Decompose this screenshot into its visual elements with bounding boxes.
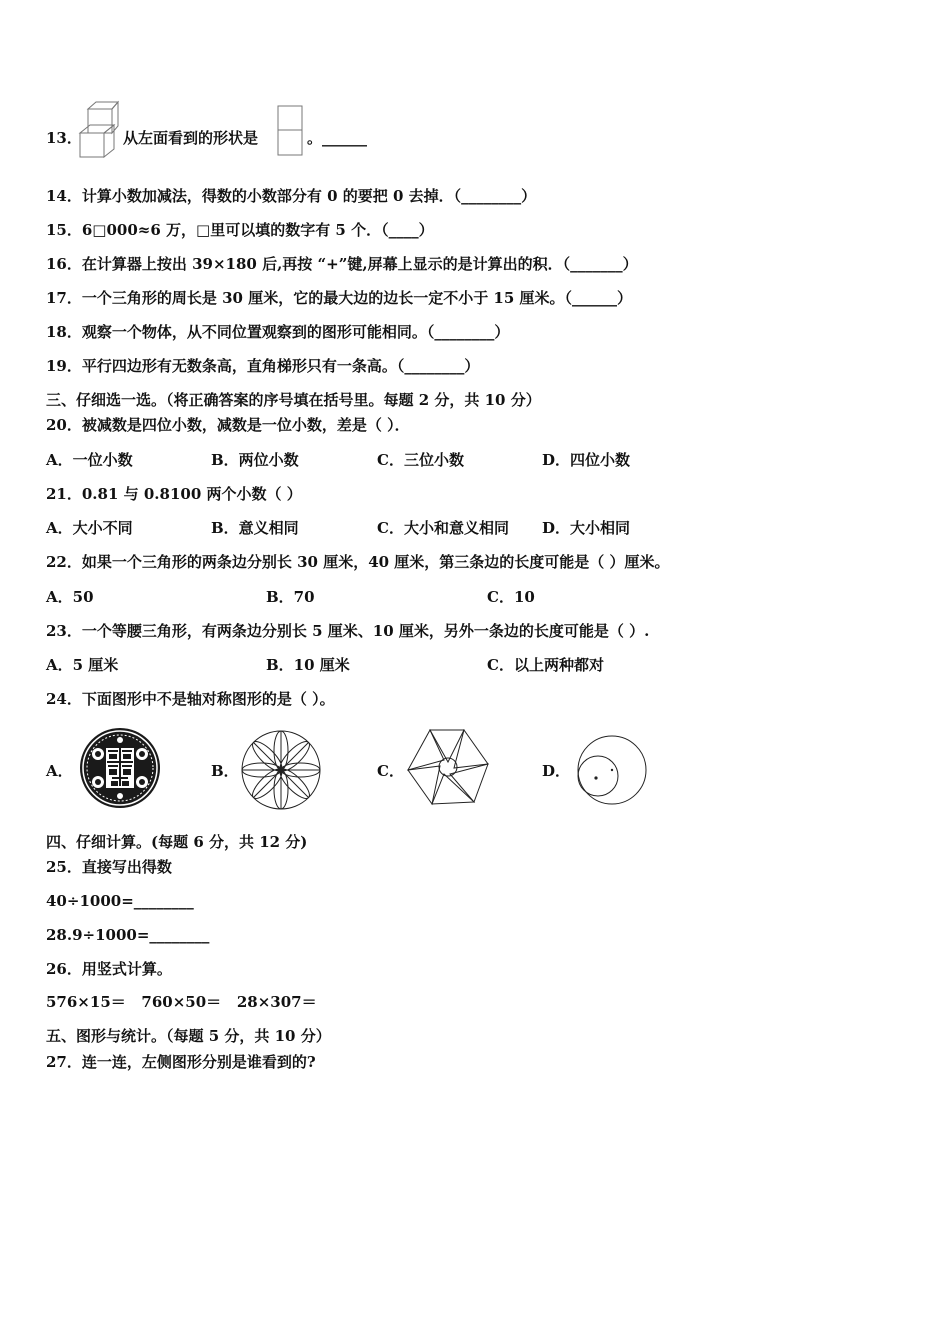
q24-option-b-label[interactable]: B． bbox=[211, 762, 239, 780]
question-number: 19． bbox=[46, 357, 82, 375]
q21-option-c[interactable]: C．大小和意义相同 bbox=[377, 519, 509, 537]
question-22-stem: 22．如果一个三角形的两条边分别长 30 厘米，40 厘米，第三条边的长度可能是（ ）厘米。 bbox=[46, 553, 670, 571]
q22-option-a[interactable]: A．50 bbox=[46, 588, 94, 606]
double-happiness-icon bbox=[78, 726, 162, 810]
question-text: 平行四边形有无数条高，直角梯形只有一条高。（________） bbox=[81, 357, 480, 375]
q25-item-1[interactable]: 40÷1000=________ bbox=[46, 892, 194, 910]
circle-dot-icon bbox=[574, 734, 650, 808]
q24-option-c-label[interactable]: C． bbox=[377, 762, 404, 780]
q22-option-b[interactable]: B．70 bbox=[266, 588, 315, 606]
q20-option-d[interactable]: D．四位小数 bbox=[542, 451, 631, 469]
question-13 bbox=[46, 128, 82, 148]
q21-option-a[interactable]: A．大小不同 bbox=[46, 519, 133, 537]
question-text: 观察一个物体，从不同位置观察到的图形可能相同。（________） bbox=[81, 323, 510, 341]
double-square-icon bbox=[276, 104, 304, 158]
question-24-stem: 24．下面图形中不是轴对称图形的是（ ）。 bbox=[46, 690, 335, 708]
answer-blank[interactable]: 。______ bbox=[307, 129, 368, 147]
q25-item-2[interactable]: 28.9÷1000=________ bbox=[46, 926, 210, 944]
question-text: 6□000≈6 万，□里可以填的数字有 5 个．（____） bbox=[81, 221, 434, 239]
q24-option-d-label[interactable]: D． bbox=[542, 762, 571, 780]
question-15 bbox=[46, 220, 434, 240]
question-17 bbox=[46, 288, 632, 308]
question-number: 15． bbox=[46, 221, 82, 239]
q26-items: 576×15＝ 760×50＝ 28×307＝ bbox=[46, 993, 317, 1011]
question-text: 计算小数加减法，得数的小数部分有 0 的要把 0 去掉．（________） bbox=[81, 187, 537, 205]
question-21-stem: 21．0.81 与 0.8100 两个小数（ ） bbox=[46, 485, 302, 503]
question-number: 18． bbox=[46, 323, 82, 341]
question-13-stem: 从左面看到的形状是 bbox=[123, 129, 259, 147]
cube-stack-icon bbox=[78, 100, 120, 160]
q20-option-b[interactable]: B．两位小数 bbox=[211, 451, 299, 469]
question-16 bbox=[46, 254, 638, 274]
q23-option-c[interactable]: C．以上两种都对 bbox=[487, 656, 604, 674]
question-13-text bbox=[123, 128, 258, 148]
q21-option-b[interactable]: B．意义相同 bbox=[211, 519, 299, 537]
question-27-stem: 27．连一连，左侧图形分别是谁看到的? bbox=[46, 1053, 316, 1071]
pinwheel-icon bbox=[404, 726, 492, 808]
question-text: 在计算器上按出 39×180 后,再按 “+”键,屏幕上显示的是计算出的积．（_______） bbox=[81, 255, 638, 273]
section-5-heading: 五、图形与统计。（每题 5 分，共 10 分） bbox=[46, 1027, 331, 1045]
section-3-heading: 三、仔细选一选。（将正确答案的序号填在括号里。每题 2 分，共 10 分） bbox=[46, 391, 541, 409]
question-number: 13． bbox=[46, 129, 82, 147]
question-14 bbox=[46, 186, 536, 206]
question-23-stem: 23．一个等腰三角形，有两条边分别长 5 厘米、10 厘米，另外一条边的长度可能是（ ）. bbox=[46, 622, 650, 640]
question-number: 16． bbox=[46, 255, 82, 273]
question-20-stem: 20．被减数是四位小数，减数是一位小数，差是（ ）． bbox=[46, 416, 410, 434]
question-25-stem: 25．直接写出得数 bbox=[46, 858, 172, 876]
section-4-heading: 四、仔细计算。(每题 6 分，共 12 分) bbox=[46, 833, 308, 851]
question-19 bbox=[46, 356, 479, 376]
question-18 bbox=[46, 322, 509, 342]
q20-option-a[interactable]: A．一位小数 bbox=[46, 451, 133, 469]
q24-option-a-label[interactable]: A． bbox=[46, 762, 73, 780]
q23-option-a[interactable]: A．5 厘米 bbox=[46, 656, 119, 674]
q21-option-d[interactable]: D．大小相同 bbox=[542, 519, 631, 537]
q20-option-c[interactable]: C．三位小数 bbox=[377, 451, 464, 469]
question-26-stem: 26．用竖式计算。 bbox=[46, 960, 172, 978]
q22-option-c[interactable]: C．10 bbox=[487, 588, 535, 606]
question-number: 14． bbox=[46, 187, 82, 205]
q23-option-b[interactable]: B．10 厘米 bbox=[266, 656, 350, 674]
flower-circle-icon bbox=[240, 729, 322, 811]
question-number: 17． bbox=[46, 289, 82, 307]
question-13-answer bbox=[307, 128, 367, 148]
question-text: 一个三角形的周长是 30 厘米，它的最大边的边长一定不小于 15 厘米。（______） bbox=[81, 289, 633, 307]
